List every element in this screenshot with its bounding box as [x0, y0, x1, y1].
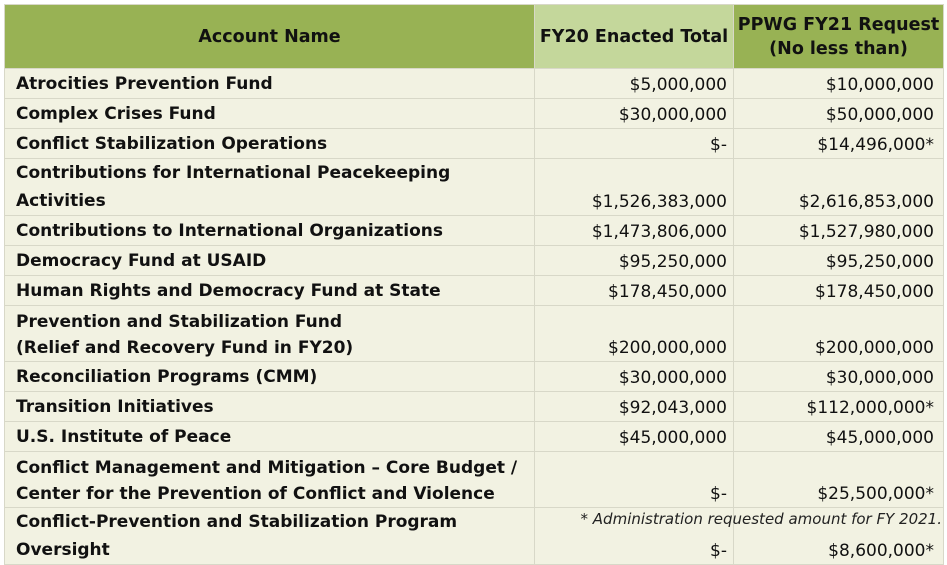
fy21-cell: $95,250,000 — [734, 246, 944, 276]
account-name-cell: Atrocities Prevention Fund — [5, 69, 535, 99]
fy21-cell: $45,000,000 — [734, 422, 944, 452]
account-name-cell: U.S. Institute of Peace — [5, 422, 535, 452]
footnote: * Administration requested amount for FY 2021. — [580, 510, 942, 528]
header-fy21-line2: (No less than) — [769, 38, 908, 59]
account-name-line1: Prevention and Stabilization Fund — [16, 312, 343, 332]
header-fy20-enacted: FY20 Enacted Total — [535, 5, 734, 69]
fy21-cell: $200,000,000 — [734, 306, 944, 362]
table-row — [5, 246, 944, 276]
account-name-line2: (Relief and Recovery Fund in FY20) — [16, 338, 354, 358]
account-name-cell — [5, 306, 535, 362]
header-fy21-line1: PPWG FY21 Request — [737, 14, 940, 35]
fy21-cell: $14,496,000* — [734, 129, 944, 159]
fy20-cell: $200,000,000 — [535, 306, 734, 362]
fy20-cell: $178,450,000 — [535, 276, 734, 306]
fy20-cell: $92,043,000 — [535, 392, 734, 422]
fy20-cell: $- — [535, 508, 734, 565]
table-row — [5, 69, 944, 99]
fy20-cell: $- — [535, 452, 734, 508]
header-fy21-request — [734, 5, 944, 69]
fy20-cell: $45,000,000 — [535, 422, 734, 452]
table-row — [5, 392, 944, 422]
header-account-name: Account Name — [5, 5, 535, 69]
account-name-cell: Democracy Fund at USAID — [5, 246, 535, 276]
account-name-line1: Conflict Management and Mitigation – Core Budget / — [16, 458, 518, 478]
fy20-cell: $1,526,383,000 — [535, 159, 734, 216]
table-row — [5, 99, 944, 129]
table-row — [5, 129, 944, 159]
fy21-cell: $112,000,000* — [734, 392, 944, 422]
table-row — [5, 216, 944, 246]
table-row — [5, 276, 944, 306]
fy20-cell: $30,000,000 — [535, 362, 734, 392]
account-name-cell: Complex Crises Fund — [5, 99, 535, 129]
fy20-cell: $95,250,000 — [535, 246, 734, 276]
table-row — [5, 422, 944, 452]
fy20-cell: $30,000,000 — [535, 99, 734, 129]
fy20-cell: $1,473,806,000 — [535, 216, 734, 246]
fy20-cell: $- — [535, 129, 734, 159]
account-name-cell: Conflict-Prevention and Stabilization Program Oversight — [5, 508, 535, 565]
fy21-cell: $30,000,000 — [734, 362, 944, 392]
fy21-cell: $50,000,000 — [734, 99, 944, 129]
account-name-cell: Contributions for International Peacekeeping Activities — [5, 159, 535, 216]
table-row — [5, 306, 944, 362]
fy21-cell: $2,616,853,000 — [734, 159, 944, 216]
account-name-cell — [5, 452, 535, 508]
table-row — [5, 362, 944, 392]
budget-table — [4, 4, 944, 565]
account-name-line2: Center for the Prevention of Conflict and Violence — [16, 484, 495, 504]
account-name-cell: Contributions to International Organizations — [5, 216, 535, 246]
fy21-cell: $178,450,000 — [734, 276, 944, 306]
fy21-cell: $10,000,000 — [734, 69, 944, 99]
fy21-cell: $1,527,980,000 — [734, 216, 944, 246]
fy21-cell: $8,600,000* — [734, 508, 944, 565]
table-row — [5, 452, 944, 508]
account-name-cell: Transition Initiatives — [5, 392, 535, 422]
account-name-cell: Reconciliation Programs (CMM) — [5, 362, 535, 392]
table-row — [5, 159, 944, 216]
header-row — [5, 5, 944, 69]
fy20-cell: $5,000,000 — [535, 69, 734, 99]
fy21-cell: $25,500,000* — [734, 452, 944, 508]
account-name-cell: Conflict Stabilization Operations — [5, 129, 535, 159]
account-name-cell: Human Rights and Democracy Fund at State — [5, 276, 535, 306]
